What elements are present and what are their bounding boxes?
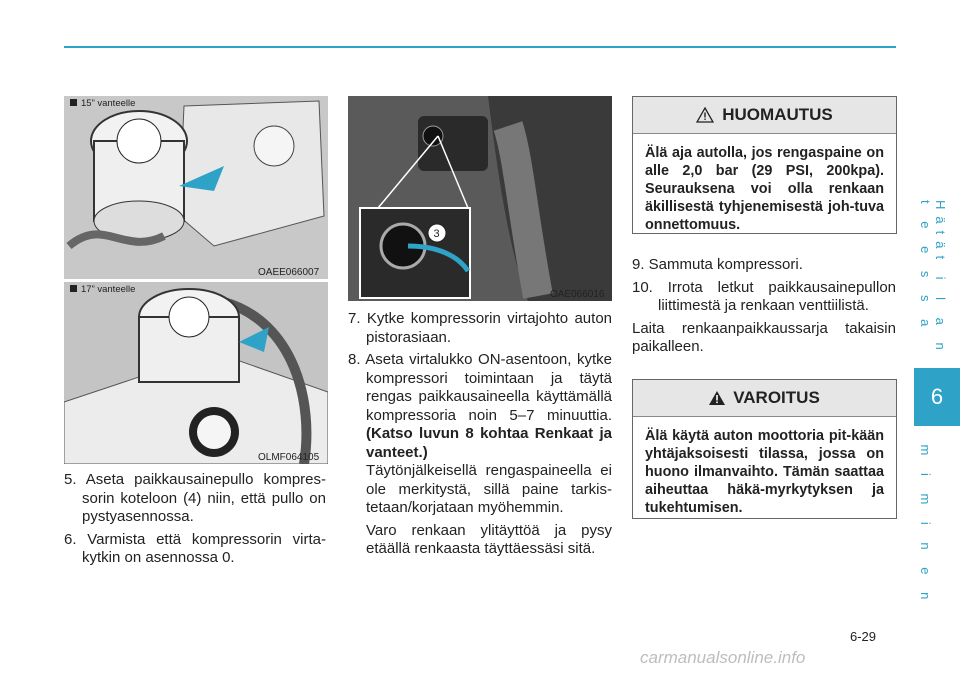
left-column (64, 471, 326, 572)
footer-watermark: carmanualsonline.info (640, 648, 806, 667)
chapter-side-title: Hätät i l a n t e e s s a (918, 200, 948, 357)
chapter-side-subtitle: i m i m i n e n (918, 424, 933, 607)
warning-triangle-icon (696, 107, 714, 123)
step-5: 5. Aseta paikkausainepullo kompres-sorin koteloon (4) niin, että pullo on pystyasennossa. (64, 471, 326, 525)
figure-code: OAEE066007 (258, 267, 320, 278)
warning-triangle-icon (709, 391, 725, 405)
warning-text: Älä käytä auton moottoria pit-kään yhtäjaksoisesti tilassa, jossa on huono ilmanvaihto. Tämän saattaa aiheuttaa häkä-myrkytyksen ja tukehtumisen. (645, 428, 884, 516)
step-7: 7. Kytke kompressorin virtajohto auton pistorasiaan. (348, 310, 612, 346)
step-8: 8. Aseta virtalukko ON-asentoon, kytke kompressori toimintaan ja täytä rengas paikkausaineella käyttämällä kompressoria noin 5–7 minuuttia. (Katso luvun 8 kohtaa Renkaat ja vanteet.) (348, 351, 612, 461)
figure-code: OLMF064105 (258, 452, 320, 463)
chapter-tab: 6 (914, 368, 960, 426)
step-8-note: Täytönjälkeisellä rengaspaineella ei ole merkitystä, sillä paine tarkis-tetaan/korjataan myöhemmin. (366, 462, 612, 516)
figure-compressor-15 (64, 96, 328, 279)
figure-power-outlet (348, 96, 612, 301)
notice-text: Älä aja autolla, jos rengaspaine on alle 2,0 bar (29 PSI, 200kpa). Seurauksena voi olla renkaan äkillisestä tyhjenemisestä joh-tuva onnettomuus. (645, 145, 884, 233)
step-10: 10. Irrota letkut paikkausainepullon liittimestä ja renkaan venttiilistä. (632, 278, 896, 314)
figure-compressor-17 (64, 282, 328, 464)
figure-code: OAE066016 (550, 289, 605, 300)
step-9: 9. Sammuta kompressori. (632, 256, 803, 273)
callout-3: 3 (433, 228, 440, 240)
notice-header: HUOMAUTUS (633, 97, 896, 134)
middle-column (348, 310, 612, 563)
page-number: 6-29 (850, 629, 877, 644)
right-column (632, 256, 896, 361)
step-6: 6. Varmista että kompressorin virta-kytkin on asennossa 0. (64, 530, 326, 566)
reassemble-note: Laita renkaanpaikkaussarja takaisin paikalleen. (632, 319, 896, 355)
warning-box (632, 379, 897, 519)
header-rule (64, 46, 896, 48)
figure-caption: 15” vanteelle (70, 98, 135, 109)
figure-caption: 17” vanteelle (70, 284, 135, 295)
notice-box (632, 96, 897, 234)
warning-header: VAROITUS (633, 380, 896, 417)
caution-note: Varo renkaan ylitäyttöä ja pysy etäällä renkaasta täyttäessäsi sitä. (366, 521, 612, 557)
